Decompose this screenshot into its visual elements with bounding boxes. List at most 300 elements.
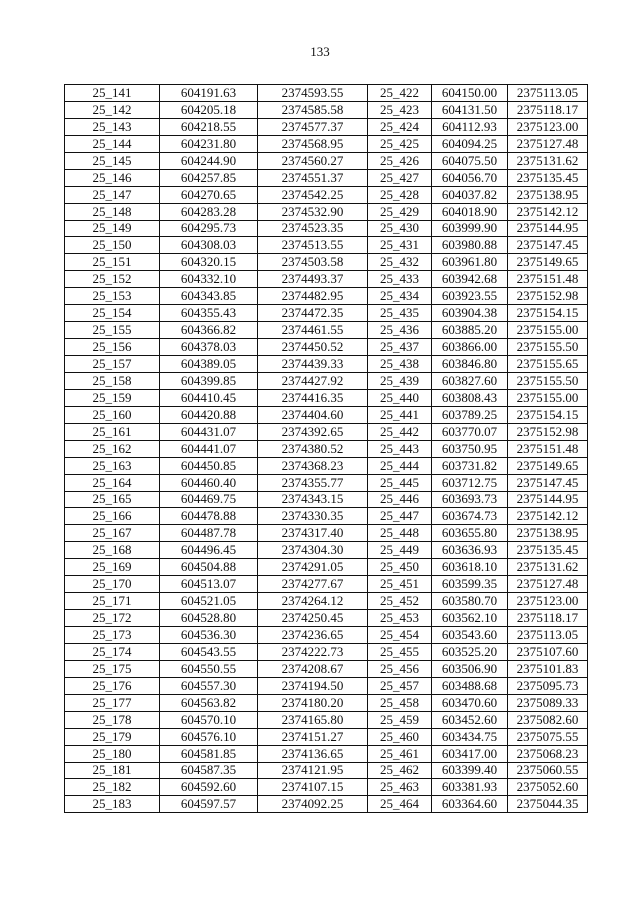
y-coordinate-cell: 2375147.45 xyxy=(508,474,588,491)
x-coordinate-cell: 603599.35 xyxy=(432,576,508,593)
x-coordinate-cell: 604283.28 xyxy=(160,203,258,220)
x-coordinate-cell: 604018.90 xyxy=(432,203,508,220)
point-id-cell: 25_446 xyxy=(368,491,432,508)
x-coordinate-cell: 604460.40 xyxy=(160,474,258,491)
coordinates-table-body xyxy=(65,85,588,813)
point-id-cell: 25_424 xyxy=(368,118,432,135)
table-row xyxy=(65,339,588,356)
y-coordinate-cell: 2374343.15 xyxy=(258,491,368,508)
y-coordinate-cell: 2374560.27 xyxy=(258,152,368,169)
point-id-cell: 25_148 xyxy=(65,203,160,220)
x-coordinate-cell: 604557.30 xyxy=(160,677,258,694)
x-coordinate-cell: 604441.07 xyxy=(160,440,258,457)
point-id-cell: 25_142 xyxy=(65,101,160,118)
point-id-cell: 25_156 xyxy=(65,339,160,356)
x-coordinate-cell: 603885.20 xyxy=(432,322,508,339)
y-coordinate-cell: 2375107.60 xyxy=(508,643,588,660)
point-id-cell: 25_181 xyxy=(65,762,160,779)
point-id-cell: 25_162 xyxy=(65,440,160,457)
y-coordinate-cell: 2374542.25 xyxy=(258,186,368,203)
y-coordinate-cell: 2374577.37 xyxy=(258,118,368,135)
x-coordinate-cell: 603846.80 xyxy=(432,356,508,373)
x-coordinate-cell: 604431.07 xyxy=(160,423,258,440)
x-coordinate-cell: 603364.60 xyxy=(432,796,508,813)
x-coordinate-cell: 603452.60 xyxy=(432,711,508,728)
x-coordinate-cell: 603543.60 xyxy=(432,627,508,644)
x-coordinate-cell: 603808.43 xyxy=(432,389,508,406)
x-coordinate-cell: 604257.85 xyxy=(160,169,258,186)
x-coordinate-cell: 603866.00 xyxy=(432,339,508,356)
y-coordinate-cell: 2375135.45 xyxy=(508,169,588,186)
x-coordinate-cell: 604521.05 xyxy=(160,593,258,610)
y-coordinate-cell: 2375135.45 xyxy=(508,542,588,559)
x-coordinate-cell: 604513.07 xyxy=(160,576,258,593)
point-id-cell: 25_458 xyxy=(368,694,432,711)
x-coordinate-cell: 603712.75 xyxy=(432,474,508,491)
y-coordinate-cell: 2374416.35 xyxy=(258,389,368,406)
table-row xyxy=(65,305,588,322)
y-coordinate-cell: 2375154.15 xyxy=(508,406,588,423)
y-coordinate-cell: 2375118.17 xyxy=(508,610,588,627)
y-coordinate-cell: 2375142.12 xyxy=(508,508,588,525)
point-id-cell: 25_150 xyxy=(65,237,160,254)
y-coordinate-cell: 2375151.48 xyxy=(508,440,588,457)
point-id-cell: 25_433 xyxy=(368,271,432,288)
x-coordinate-cell: 603674.73 xyxy=(432,508,508,525)
y-coordinate-cell: 2374532.90 xyxy=(258,203,368,220)
x-coordinate-cell: 603999.90 xyxy=(432,220,508,237)
y-coordinate-cell: 2375044.35 xyxy=(508,796,588,813)
y-coordinate-cell: 2375131.62 xyxy=(508,152,588,169)
table-row xyxy=(65,643,588,660)
x-coordinate-cell: 604469.75 xyxy=(160,491,258,508)
table-row xyxy=(65,372,588,389)
y-coordinate-cell: 2375149.65 xyxy=(508,457,588,474)
y-coordinate-cell: 2374317.40 xyxy=(258,525,368,542)
y-coordinate-cell: 2375151.48 xyxy=(508,271,588,288)
x-coordinate-cell: 603618.10 xyxy=(432,559,508,576)
x-coordinate-cell: 604570.10 xyxy=(160,711,258,728)
point-id-cell: 25_451 xyxy=(368,576,432,593)
point-id-cell: 25_174 xyxy=(65,643,160,660)
x-coordinate-cell: 603980.88 xyxy=(432,237,508,254)
y-coordinate-cell: 2375155.65 xyxy=(508,356,588,373)
coordinates-table xyxy=(64,84,588,813)
x-coordinate-cell: 603731.82 xyxy=(432,457,508,474)
table-row xyxy=(65,745,588,762)
x-coordinate-cell: 604270.65 xyxy=(160,186,258,203)
point-id-cell: 25_164 xyxy=(65,474,160,491)
point-id-cell: 25_169 xyxy=(65,559,160,576)
table-row xyxy=(65,474,588,491)
x-coordinate-cell: 604366.82 xyxy=(160,322,258,339)
point-id-cell: 25_152 xyxy=(65,271,160,288)
point-id-cell: 25_445 xyxy=(368,474,432,491)
point-id-cell: 25_149 xyxy=(65,220,160,237)
x-coordinate-cell: 603381.93 xyxy=(432,779,508,796)
table-row xyxy=(65,356,588,373)
point-id-cell: 25_171 xyxy=(65,593,160,610)
point-id-cell: 25_456 xyxy=(368,660,432,677)
x-coordinate-cell: 604308.03 xyxy=(160,237,258,254)
y-coordinate-cell: 2375152.98 xyxy=(508,423,588,440)
point-id-cell: 25_179 xyxy=(65,728,160,745)
x-coordinate-cell: 603655.80 xyxy=(432,525,508,542)
x-coordinate-cell: 603506.90 xyxy=(432,660,508,677)
point-id-cell: 25_155 xyxy=(65,322,160,339)
y-coordinate-cell: 2374180.20 xyxy=(258,694,368,711)
table-row xyxy=(65,152,588,169)
x-coordinate-cell: 603434.75 xyxy=(432,728,508,745)
y-coordinate-cell: 2374427.92 xyxy=(258,372,368,389)
point-id-cell: 25_170 xyxy=(65,576,160,593)
point-id-cell: 25_443 xyxy=(368,440,432,457)
x-coordinate-cell: 604112.93 xyxy=(432,118,508,135)
point-id-cell: 25_462 xyxy=(368,762,432,779)
point-id-cell: 25_435 xyxy=(368,305,432,322)
y-coordinate-cell: 2374404.60 xyxy=(258,406,368,423)
y-coordinate-cell: 2374236.65 xyxy=(258,627,368,644)
point-id-cell: 25_442 xyxy=(368,423,432,440)
y-coordinate-cell: 2375082.60 xyxy=(508,711,588,728)
x-coordinate-cell: 604343.85 xyxy=(160,288,258,305)
x-coordinate-cell: 604205.18 xyxy=(160,101,258,118)
y-coordinate-cell: 2375131.62 xyxy=(508,559,588,576)
point-id-cell: 25_449 xyxy=(368,542,432,559)
x-coordinate-cell: 604056.70 xyxy=(432,169,508,186)
table-row xyxy=(65,762,588,779)
x-coordinate-cell: 604295.73 xyxy=(160,220,258,237)
point-id-cell: 25_168 xyxy=(65,542,160,559)
y-coordinate-cell: 2375060.55 xyxy=(508,762,588,779)
y-coordinate-cell: 2374208.67 xyxy=(258,660,368,677)
y-coordinate-cell: 2375138.95 xyxy=(508,525,588,542)
y-coordinate-cell: 2374330.35 xyxy=(258,508,368,525)
table-row xyxy=(65,559,588,576)
point-id-cell: 25_160 xyxy=(65,406,160,423)
point-id-cell: 25_178 xyxy=(65,711,160,728)
x-coordinate-cell: 604536.30 xyxy=(160,627,258,644)
x-coordinate-cell: 604191.63 xyxy=(160,85,258,102)
point-id-cell: 25_444 xyxy=(368,457,432,474)
point-id-cell: 25_436 xyxy=(368,322,432,339)
y-coordinate-cell: 2375144.95 xyxy=(508,491,588,508)
x-coordinate-cell: 604504.88 xyxy=(160,559,258,576)
y-coordinate-cell: 2374291.05 xyxy=(258,559,368,576)
x-coordinate-cell: 604378.03 xyxy=(160,339,258,356)
point-id-cell: 25_153 xyxy=(65,288,160,305)
y-coordinate-cell: 2375089.33 xyxy=(508,694,588,711)
point-id-cell: 25_438 xyxy=(368,356,432,373)
x-coordinate-cell: 604587.35 xyxy=(160,762,258,779)
x-coordinate-cell: 604563.82 xyxy=(160,694,258,711)
y-coordinate-cell: 2374380.52 xyxy=(258,440,368,457)
point-id-cell: 25_158 xyxy=(65,372,160,389)
x-coordinate-cell: 603923.55 xyxy=(432,288,508,305)
y-coordinate-cell: 2375155.50 xyxy=(508,339,588,356)
table-row xyxy=(65,85,588,102)
point-id-cell: 25_457 xyxy=(368,677,432,694)
x-coordinate-cell: 604420.88 xyxy=(160,406,258,423)
point-id-cell: 25_427 xyxy=(368,169,432,186)
point-id-cell: 25_439 xyxy=(368,372,432,389)
table-row xyxy=(65,237,588,254)
table-row xyxy=(65,627,588,644)
y-coordinate-cell: 2375127.48 xyxy=(508,135,588,152)
point-id-cell: 25_447 xyxy=(368,508,432,525)
x-coordinate-cell: 604410.45 xyxy=(160,389,258,406)
point-id-cell: 25_159 xyxy=(65,389,160,406)
point-id-cell: 25_422 xyxy=(368,85,432,102)
table-row xyxy=(65,423,588,440)
y-coordinate-cell: 2375144.95 xyxy=(508,220,588,237)
x-coordinate-cell: 604389.05 xyxy=(160,356,258,373)
y-coordinate-cell: 2375142.12 xyxy=(508,203,588,220)
y-coordinate-cell: 2374513.55 xyxy=(258,237,368,254)
point-id-cell: 25_176 xyxy=(65,677,160,694)
x-coordinate-cell: 603961.80 xyxy=(432,254,508,271)
x-coordinate-cell: 604450.85 xyxy=(160,457,258,474)
table-row xyxy=(65,186,588,203)
table-row xyxy=(65,593,588,610)
point-id-cell: 25_163 xyxy=(65,457,160,474)
point-id-cell: 25_151 xyxy=(65,254,160,271)
x-coordinate-cell: 604131.50 xyxy=(432,101,508,118)
x-coordinate-cell: 604037.82 xyxy=(432,186,508,203)
y-coordinate-cell: 2375075.55 xyxy=(508,728,588,745)
y-coordinate-cell: 2375154.15 xyxy=(508,305,588,322)
y-coordinate-cell: 2374136.65 xyxy=(258,745,368,762)
table-row xyxy=(65,406,588,423)
point-id-cell: 25_173 xyxy=(65,627,160,644)
y-coordinate-cell: 2374593.55 xyxy=(258,85,368,102)
y-coordinate-cell: 2375123.00 xyxy=(508,118,588,135)
y-coordinate-cell: 2374461.55 xyxy=(258,322,368,339)
table-row xyxy=(65,711,588,728)
point-id-cell: 25_437 xyxy=(368,339,432,356)
y-coordinate-cell: 2374151.27 xyxy=(258,728,368,745)
table-row xyxy=(65,542,588,559)
y-coordinate-cell: 2374277.67 xyxy=(258,576,368,593)
point-id-cell: 25_459 xyxy=(368,711,432,728)
point-id-cell: 25_172 xyxy=(65,610,160,627)
table-row xyxy=(65,101,588,118)
point-id-cell: 25_167 xyxy=(65,525,160,542)
x-coordinate-cell: 604528.80 xyxy=(160,610,258,627)
y-coordinate-cell: 2374482.95 xyxy=(258,288,368,305)
x-coordinate-cell: 604150.00 xyxy=(432,85,508,102)
table-row xyxy=(65,169,588,186)
table-row xyxy=(65,254,588,271)
point-id-cell: 25_143 xyxy=(65,118,160,135)
x-coordinate-cell: 603636.93 xyxy=(432,542,508,559)
x-coordinate-cell: 603904.38 xyxy=(432,305,508,322)
point-id-cell: 25_145 xyxy=(65,152,160,169)
x-coordinate-cell: 603789.25 xyxy=(432,406,508,423)
point-id-cell: 25_429 xyxy=(368,203,432,220)
x-coordinate-cell: 604487.78 xyxy=(160,525,258,542)
point-id-cell: 25_454 xyxy=(368,627,432,644)
point-id-cell: 25_441 xyxy=(368,406,432,423)
y-coordinate-cell: 2374450.52 xyxy=(258,339,368,356)
y-coordinate-cell: 2375127.48 xyxy=(508,576,588,593)
y-coordinate-cell: 2374165.80 xyxy=(258,711,368,728)
y-coordinate-cell: 2375118.17 xyxy=(508,101,588,118)
table-row xyxy=(65,525,588,542)
point-id-cell: 25_440 xyxy=(368,389,432,406)
y-coordinate-cell: 2374368.23 xyxy=(258,457,368,474)
x-coordinate-cell: 603525.20 xyxy=(432,643,508,660)
x-coordinate-cell: 603580.70 xyxy=(432,593,508,610)
table-row xyxy=(65,677,588,694)
point-id-cell: 25_423 xyxy=(368,101,432,118)
x-coordinate-cell: 604218.55 xyxy=(160,118,258,135)
table-row xyxy=(65,728,588,745)
point-id-cell: 25_146 xyxy=(65,169,160,186)
y-coordinate-cell: 2374392.65 xyxy=(258,423,368,440)
x-coordinate-cell: 604581.85 xyxy=(160,745,258,762)
point-id-cell: 25_180 xyxy=(65,745,160,762)
point-id-cell: 25_455 xyxy=(368,643,432,660)
y-coordinate-cell: 2375095.73 xyxy=(508,677,588,694)
x-coordinate-cell: 603827.60 xyxy=(432,372,508,389)
x-coordinate-cell: 603488.68 xyxy=(432,677,508,694)
table-row xyxy=(65,779,588,796)
point-id-cell: 25_464 xyxy=(368,796,432,813)
point-id-cell: 25_428 xyxy=(368,186,432,203)
y-coordinate-cell: 2374121.95 xyxy=(258,762,368,779)
x-coordinate-cell: 603399.40 xyxy=(432,762,508,779)
y-coordinate-cell: 2374523.35 xyxy=(258,220,368,237)
y-coordinate-cell: 2375147.45 xyxy=(508,237,588,254)
table-row xyxy=(65,322,588,339)
y-coordinate-cell: 2375052.60 xyxy=(508,779,588,796)
point-id-cell: 25_175 xyxy=(65,660,160,677)
table-row xyxy=(65,576,588,593)
x-coordinate-cell: 604244.90 xyxy=(160,152,258,169)
x-coordinate-cell: 603942.68 xyxy=(432,271,508,288)
y-coordinate-cell: 2375068.23 xyxy=(508,745,588,762)
y-coordinate-cell: 2375149.65 xyxy=(508,254,588,271)
table-row xyxy=(65,508,588,525)
point-id-cell: 25_161 xyxy=(65,423,160,440)
y-coordinate-cell: 2374551.37 xyxy=(258,169,368,186)
point-id-cell: 25_430 xyxy=(368,220,432,237)
y-coordinate-cell: 2375123.00 xyxy=(508,593,588,610)
x-coordinate-cell: 603417.00 xyxy=(432,745,508,762)
point-id-cell: 25_448 xyxy=(368,525,432,542)
table-row xyxy=(65,491,588,508)
y-coordinate-cell: 2375155.00 xyxy=(508,389,588,406)
point-id-cell: 25_431 xyxy=(368,237,432,254)
point-id-cell: 25_154 xyxy=(65,305,160,322)
y-coordinate-cell: 2374355.77 xyxy=(258,474,368,491)
table-row xyxy=(65,389,588,406)
x-coordinate-cell: 603562.10 xyxy=(432,610,508,627)
x-coordinate-cell: 604597.57 xyxy=(160,796,258,813)
point-id-cell: 25_452 xyxy=(368,593,432,610)
y-coordinate-cell: 2375101.83 xyxy=(508,660,588,677)
table-row xyxy=(65,203,588,220)
point-id-cell: 25_157 xyxy=(65,356,160,373)
y-coordinate-cell: 2374439.33 xyxy=(258,356,368,373)
point-id-cell: 25_461 xyxy=(368,745,432,762)
x-coordinate-cell: 604355.43 xyxy=(160,305,258,322)
point-id-cell: 25_165 xyxy=(65,491,160,508)
y-coordinate-cell: 2374264.12 xyxy=(258,593,368,610)
page-number: 133 xyxy=(310,44,330,59)
table-row xyxy=(65,796,588,813)
x-coordinate-cell: 603470.60 xyxy=(432,694,508,711)
point-id-cell: 25_177 xyxy=(65,694,160,711)
table-row xyxy=(65,135,588,152)
x-coordinate-cell: 603693.73 xyxy=(432,491,508,508)
x-coordinate-cell: 604550.55 xyxy=(160,660,258,677)
table-row xyxy=(65,440,588,457)
x-coordinate-cell: 604478.88 xyxy=(160,508,258,525)
y-coordinate-cell: 2374304.30 xyxy=(258,542,368,559)
y-coordinate-cell: 2374107.15 xyxy=(258,779,368,796)
point-id-cell: 25_432 xyxy=(368,254,432,271)
y-coordinate-cell: 2374222.73 xyxy=(258,643,368,660)
point-id-cell: 25_434 xyxy=(368,288,432,305)
point-id-cell: 25_144 xyxy=(65,135,160,152)
y-coordinate-cell: 2375113.05 xyxy=(508,627,588,644)
x-coordinate-cell: 604075.50 xyxy=(432,152,508,169)
y-coordinate-cell: 2374194.50 xyxy=(258,677,368,694)
table-row xyxy=(65,271,588,288)
point-id-cell: 25_463 xyxy=(368,779,432,796)
point-id-cell: 25_426 xyxy=(368,152,432,169)
y-coordinate-cell: 2374493.37 xyxy=(258,271,368,288)
point-id-cell: 25_460 xyxy=(368,728,432,745)
y-coordinate-cell: 2375138.95 xyxy=(508,186,588,203)
table-row xyxy=(65,288,588,305)
table-row xyxy=(65,694,588,711)
x-coordinate-cell: 604592.60 xyxy=(160,779,258,796)
y-coordinate-cell: 2374568.95 xyxy=(258,135,368,152)
table-row xyxy=(65,610,588,627)
table-row xyxy=(65,660,588,677)
point-id-cell: 25_141 xyxy=(65,85,160,102)
point-id-cell: 25_166 xyxy=(65,508,160,525)
y-coordinate-cell: 2374503.58 xyxy=(258,254,368,271)
point-id-cell: 25_183 xyxy=(65,796,160,813)
table-row xyxy=(65,220,588,237)
point-id-cell: 25_425 xyxy=(368,135,432,152)
point-id-cell: 25_453 xyxy=(368,610,432,627)
point-id-cell: 25_182 xyxy=(65,779,160,796)
y-coordinate-cell: 2374250.45 xyxy=(258,610,368,627)
y-coordinate-cell: 2375155.50 xyxy=(508,372,588,389)
table-row xyxy=(65,457,588,474)
x-coordinate-cell: 604496.45 xyxy=(160,542,258,559)
y-coordinate-cell: 2374092.25 xyxy=(258,796,368,813)
y-coordinate-cell: 2375152.98 xyxy=(508,288,588,305)
y-coordinate-cell: 2375155.00 xyxy=(508,322,588,339)
point-id-cell: 25_450 xyxy=(368,559,432,576)
x-coordinate-cell: 603770.07 xyxy=(432,423,508,440)
x-coordinate-cell: 604399.85 xyxy=(160,372,258,389)
x-coordinate-cell: 604094.25 xyxy=(432,135,508,152)
x-coordinate-cell: 604543.55 xyxy=(160,643,258,660)
y-coordinate-cell: 2374472.35 xyxy=(258,305,368,322)
x-coordinate-cell: 604576.10 xyxy=(160,728,258,745)
table-row xyxy=(65,118,588,135)
point-id-cell: 25_147 xyxy=(65,186,160,203)
y-coordinate-cell: 2375113.05 xyxy=(508,85,588,102)
x-coordinate-cell: 604332.10 xyxy=(160,271,258,288)
